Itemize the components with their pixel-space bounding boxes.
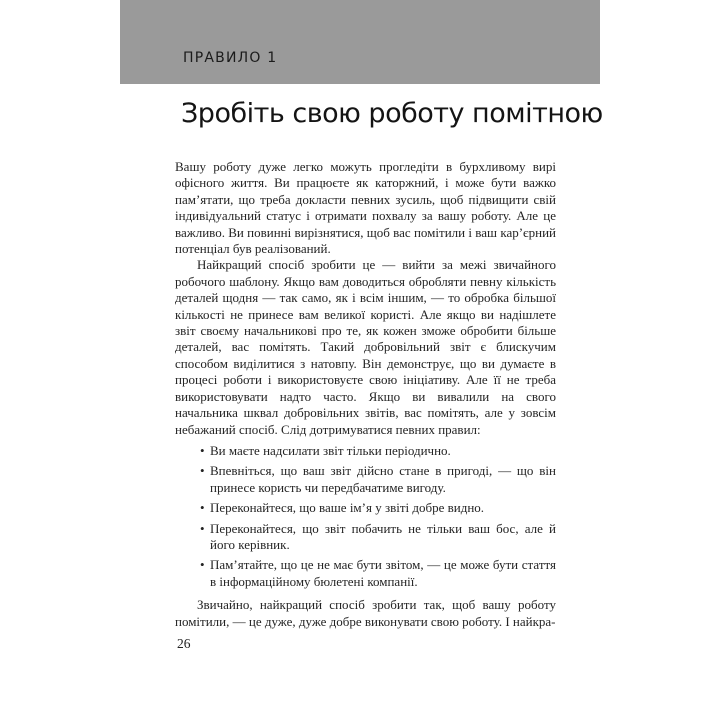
- chapter-header-band: [120, 0, 600, 84]
- bullet-text: Переконайтеся, що ваше ім’я у звіті добре видно.: [210, 500, 485, 516]
- paragraph: Вашу роботу дуже легко можуть прогледіти в бурхливому вирі офісного життя. Ви працюєте як каторжний, і може бути важко пам’ятати, що треба докласти певних зусиль, щоб підвищити свій індивідуальний статус і отримати похвалу за вашу роботу. Але це важливо. Ви повинні вирізнятися, щоб вас помітили і ваш кар’єрний потенціал був реалізований.: [175, 159, 556, 257]
- paragraph: Звичайно, найкращий спосіб зробити так, щоб вашу роботу помітили, — це дуже, дуже добре виконувати свою роботу. І найкра-: [175, 597, 556, 629]
- bullet-text: Пам’ятайте, що це не має бути звітом, — це може бути стаття в інформаційному бюлетені компанії.: [210, 557, 556, 589]
- bullet-marker: •: [200, 463, 205, 479]
- bullet-item: [175, 463, 556, 496]
- bullet-item: [175, 557, 556, 590]
- body-text-block: [175, 159, 556, 630]
- bullet-item: [175, 500, 556, 516]
- bullet-text: Ви маєте надсилати звіт тільки періодично.: [210, 442, 451, 458]
- page-title: Зробіть свою роботу помітною: [181, 98, 603, 129]
- page-number: 26: [177, 636, 191, 651]
- bullet-marker: •: [200, 557, 205, 573]
- bullet-text: Переконайтеся, що звіт побачить не тільки ваш бос, але й його керівник.: [210, 520, 556, 552]
- bullet-item: [175, 443, 556, 459]
- bullet-marker: •: [200, 520, 205, 536]
- bullet-item: [175, 521, 556, 554]
- bullet-marker: •: [200, 442, 205, 458]
- paragraph: Найкращий спосіб зробити це — вийти за межі звичайного робочого шаблону. Якщо вам доводиться обробляти певну кількість деталей щодня — так само, як і всім іншим, — то обробка більшої кількості не принесе вам великої користі. Але якщо ви надішлете звіт своєму начальникові про те, як кожен зможе обробити більше деталей, вас помітять. Такий добровільний звіт є блискучим способом виділитися з натовпу. Він демонструє, що ви думаєте в процесі роботи і використовуєте свою ініціативу. Але її не треба використовувати надто часто. Якщо ви вивалили на свого начальника шквал добровільних звітів, вас помітять, але у зовсім небажаний спосіб. Слід дотримуватися певних правил:: [175, 257, 556, 437]
- chapter-label: ПРАВИЛО 1: [183, 50, 278, 66]
- bullet-marker: •: [200, 500, 205, 516]
- bullet-list: [175, 443, 556, 590]
- bullet-text: Впевніться, що ваш звіт дійсно стане в пригоді, — що він принесе користь чи передбачатиме вигоду.: [210, 463, 556, 495]
